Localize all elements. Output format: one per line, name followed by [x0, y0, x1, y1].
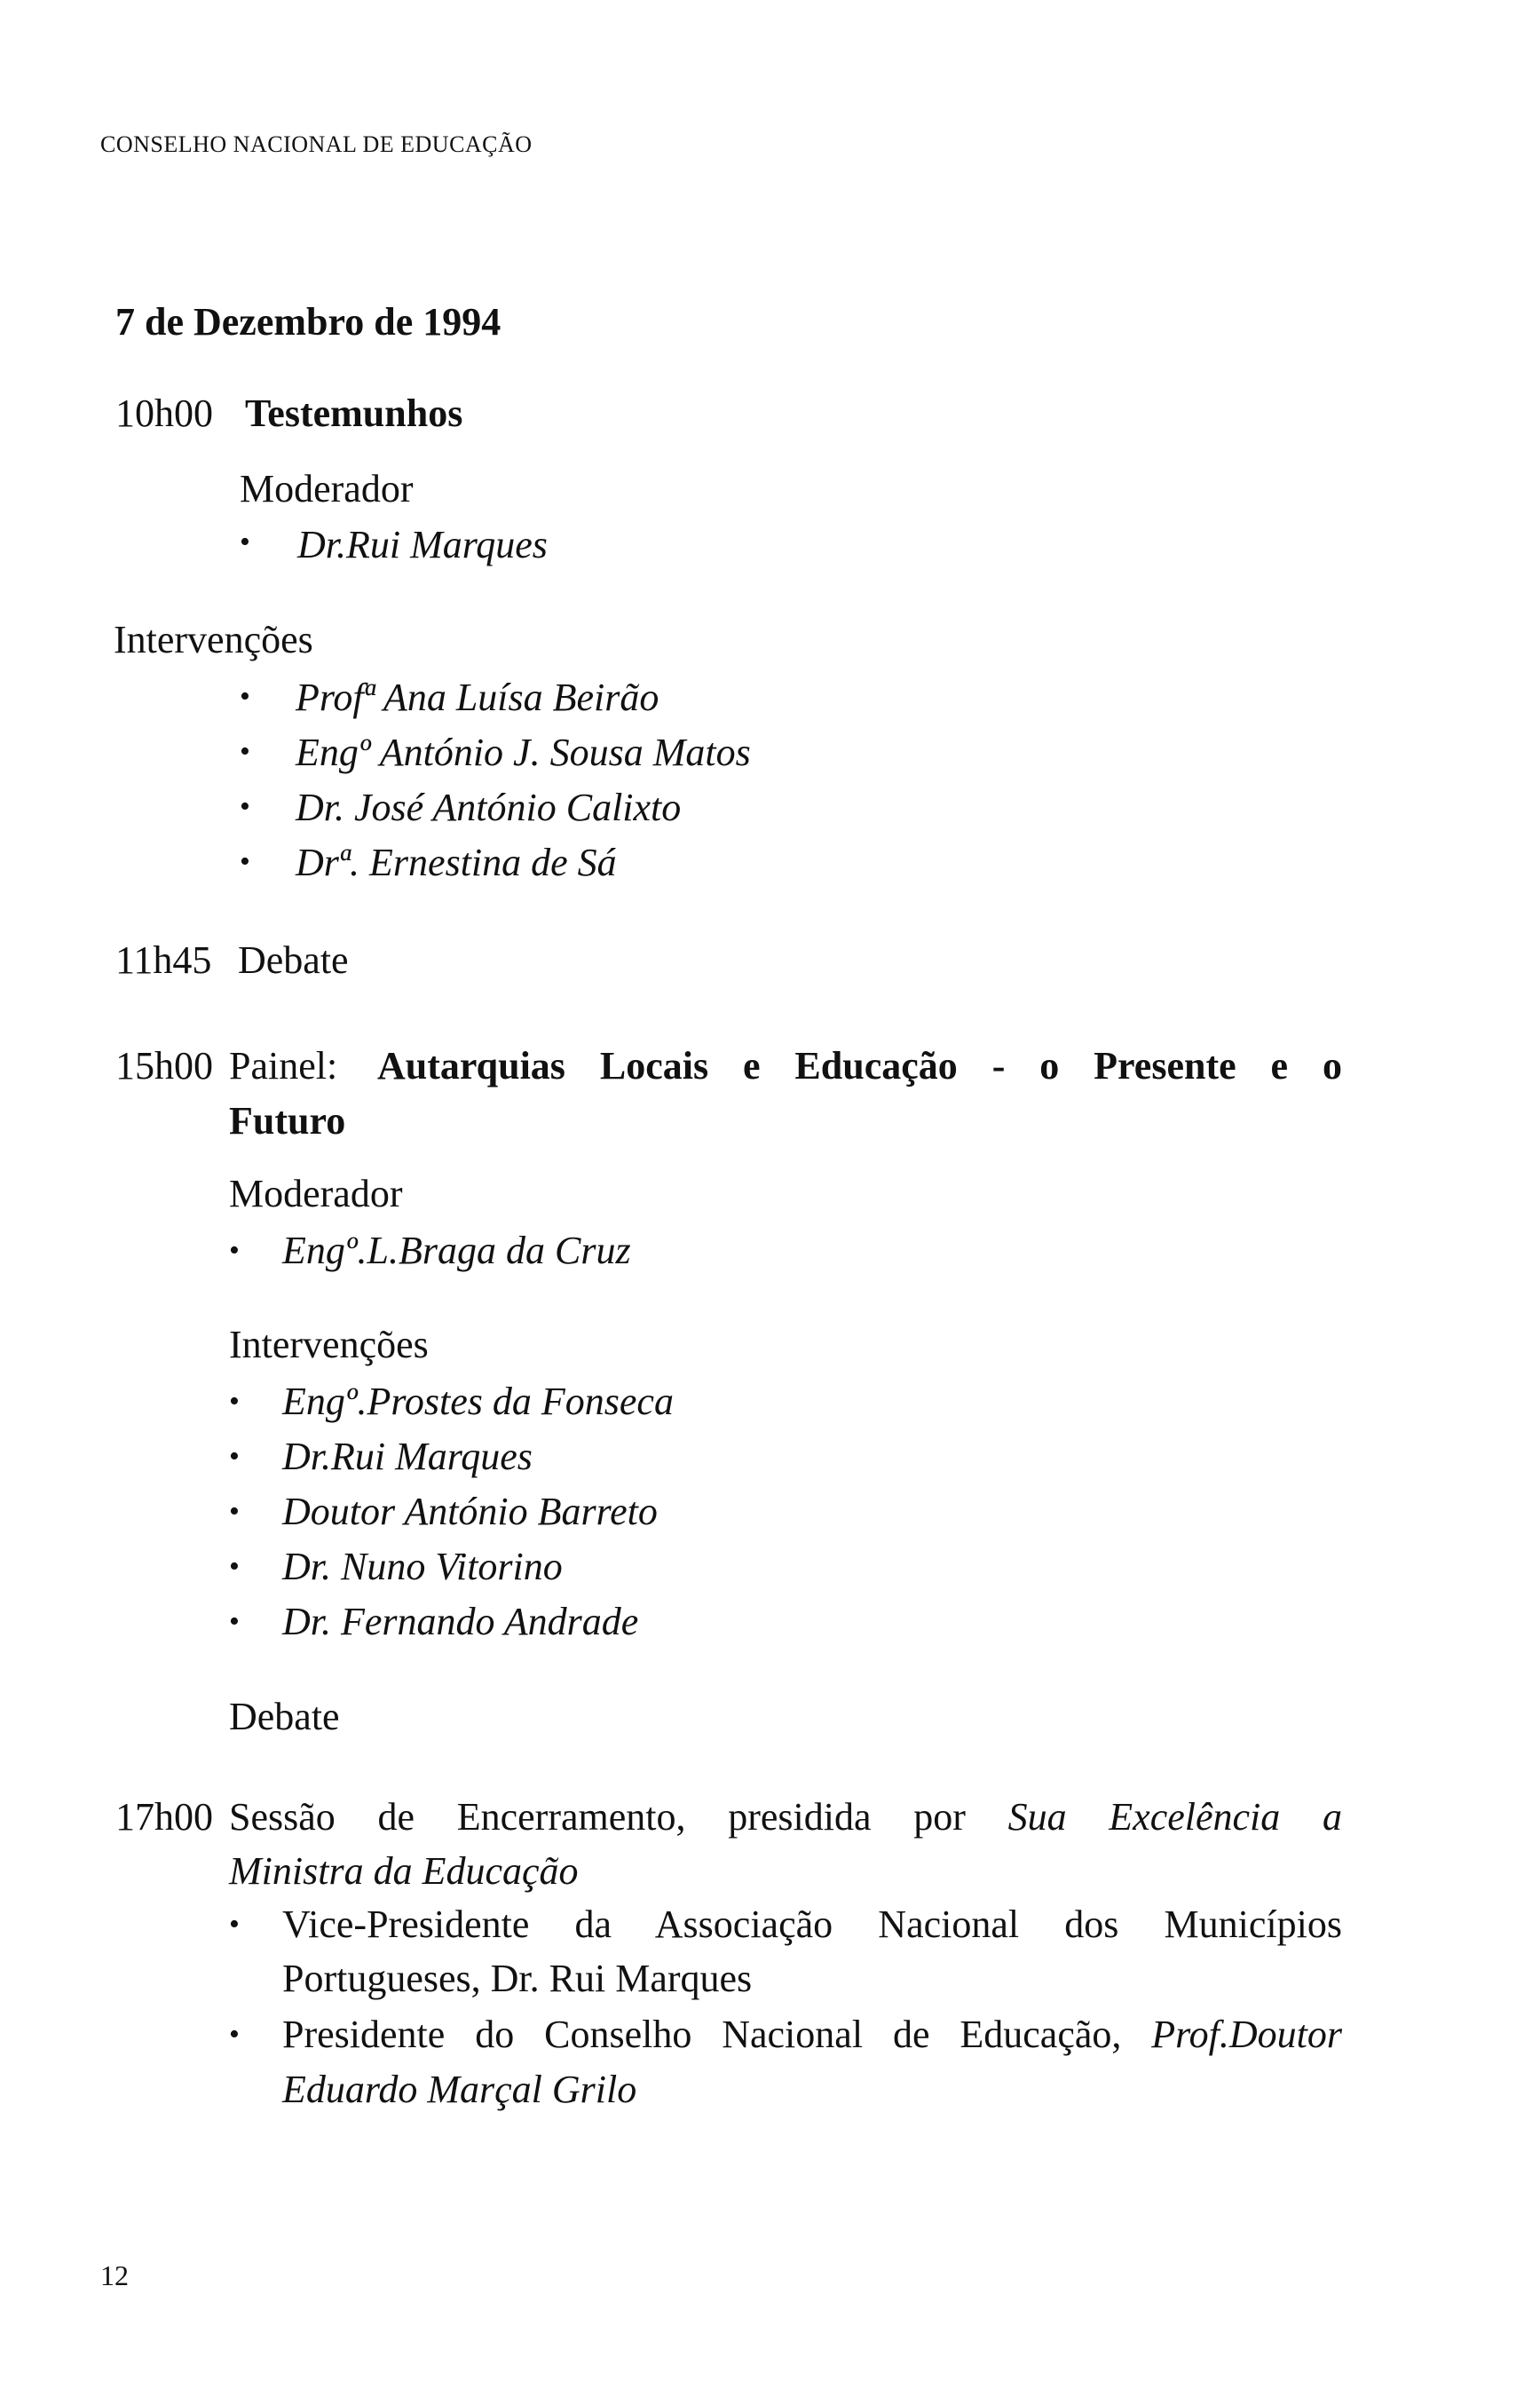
- interventions-label: Intervenções: [114, 618, 313, 661]
- speaker-name: Dr.Rui Marques: [282, 1435, 533, 1478]
- speaker-name: Dr. José António Calixto: [296, 786, 682, 829]
- bullet-icon: •: [229, 1605, 240, 1638]
- session-title: Testemunhos: [245, 392, 463, 435]
- bullet-icon: •: [229, 2018, 240, 2051]
- bullet-icon: •: [240, 526, 250, 558]
- interventions-label: Intervenções: [229, 1323, 429, 1366]
- moderator-label: Moderador: [229, 1172, 403, 1215]
- moderator-label: Moderador: [240, 467, 414, 510]
- bullet-icon: •: [240, 735, 250, 768]
- closing-speaker-1: Vice-Presidente da Associação Nacional dos Municípios: [282, 1902, 1342, 1946]
- session-time: 17h00: [115, 1795, 213, 1839]
- page-header: CONSELHO NACIONAL DE EDUCAÇÃO: [100, 131, 533, 157]
- bullet-icon: •: [229, 1385, 240, 1418]
- speaker-name: Dr. Nuno Vitorino: [282, 1545, 563, 1588]
- event-date: 7 de Dezembro de 1994: [115, 300, 501, 344]
- session-title: Debate: [238, 938, 349, 982]
- session-time: 11h45: [115, 938, 212, 982]
- panel-title: Autarquias Locais e Educação - o Presente e o: [377, 1044, 1342, 1088]
- closing-speaker-2-text: Presidente do Conselho Nacional de Educação,: [282, 2013, 1122, 2056]
- closing-speaker-2: [282, 2012, 1342, 2057]
- bullet-icon: •: [229, 1495, 240, 1528]
- moderator-name: Engº.L.Braga da Cruz: [282, 1229, 631, 1272]
- page-number: 12: [100, 2259, 129, 2291]
- bullet-icon: •: [240, 790, 250, 823]
- speaker-name: Drª. Ernestina de Sá: [296, 841, 617, 884]
- bullet-icon: •: [240, 845, 250, 878]
- closing-session-presider: Sua Excelência a: [1007, 1795, 1342, 1839]
- bullet-icon: •: [229, 1550, 240, 1583]
- panel-prefix: Painel:: [229, 1044, 338, 1088]
- speaker-name: Doutor António Barreto: [282, 1490, 658, 1533]
- session-time: 15h00: [115, 1044, 213, 1088]
- bullet-icon: •: [229, 1234, 240, 1267]
- closing-session-text: Sessão de Encerramento, presidida por: [229, 1795, 966, 1839]
- speaker-name: Profª Ana Luísa Beirão: [296, 676, 659, 719]
- closing-session-presider-continued: Ministra da Educação: [229, 1849, 579, 1893]
- session-time: 10h00: [115, 392, 213, 435]
- bullet-icon: •: [229, 1908, 240, 1941]
- closing-session-line: [229, 1794, 1342, 1839]
- moderator-name: Dr.Rui Marques: [297, 523, 548, 566]
- debate-label: Debate: [229, 1695, 340, 1738]
- bullet-icon: •: [240, 680, 250, 713]
- closing-speaker-1-continued: Portugueses, Dr. Rui Marques: [282, 1957, 753, 2000]
- bullet-icon: •: [229, 1440, 240, 1473]
- speaker-name: Engº António J. Sousa Matos: [296, 731, 751, 774]
- speaker-name: Engº.Prostes da Fonseca: [282, 1380, 674, 1423]
- speaker-name: Dr. Fernando Andrade: [282, 1600, 639, 1643]
- panel-title-continued: Futuro: [229, 1099, 346, 1143]
- closing-speaker-2-title: Prof.Doutor: [1151, 2013, 1342, 2056]
- closing-speaker-2-name: Eduardo Marçal Grilo: [282, 2068, 637, 2111]
